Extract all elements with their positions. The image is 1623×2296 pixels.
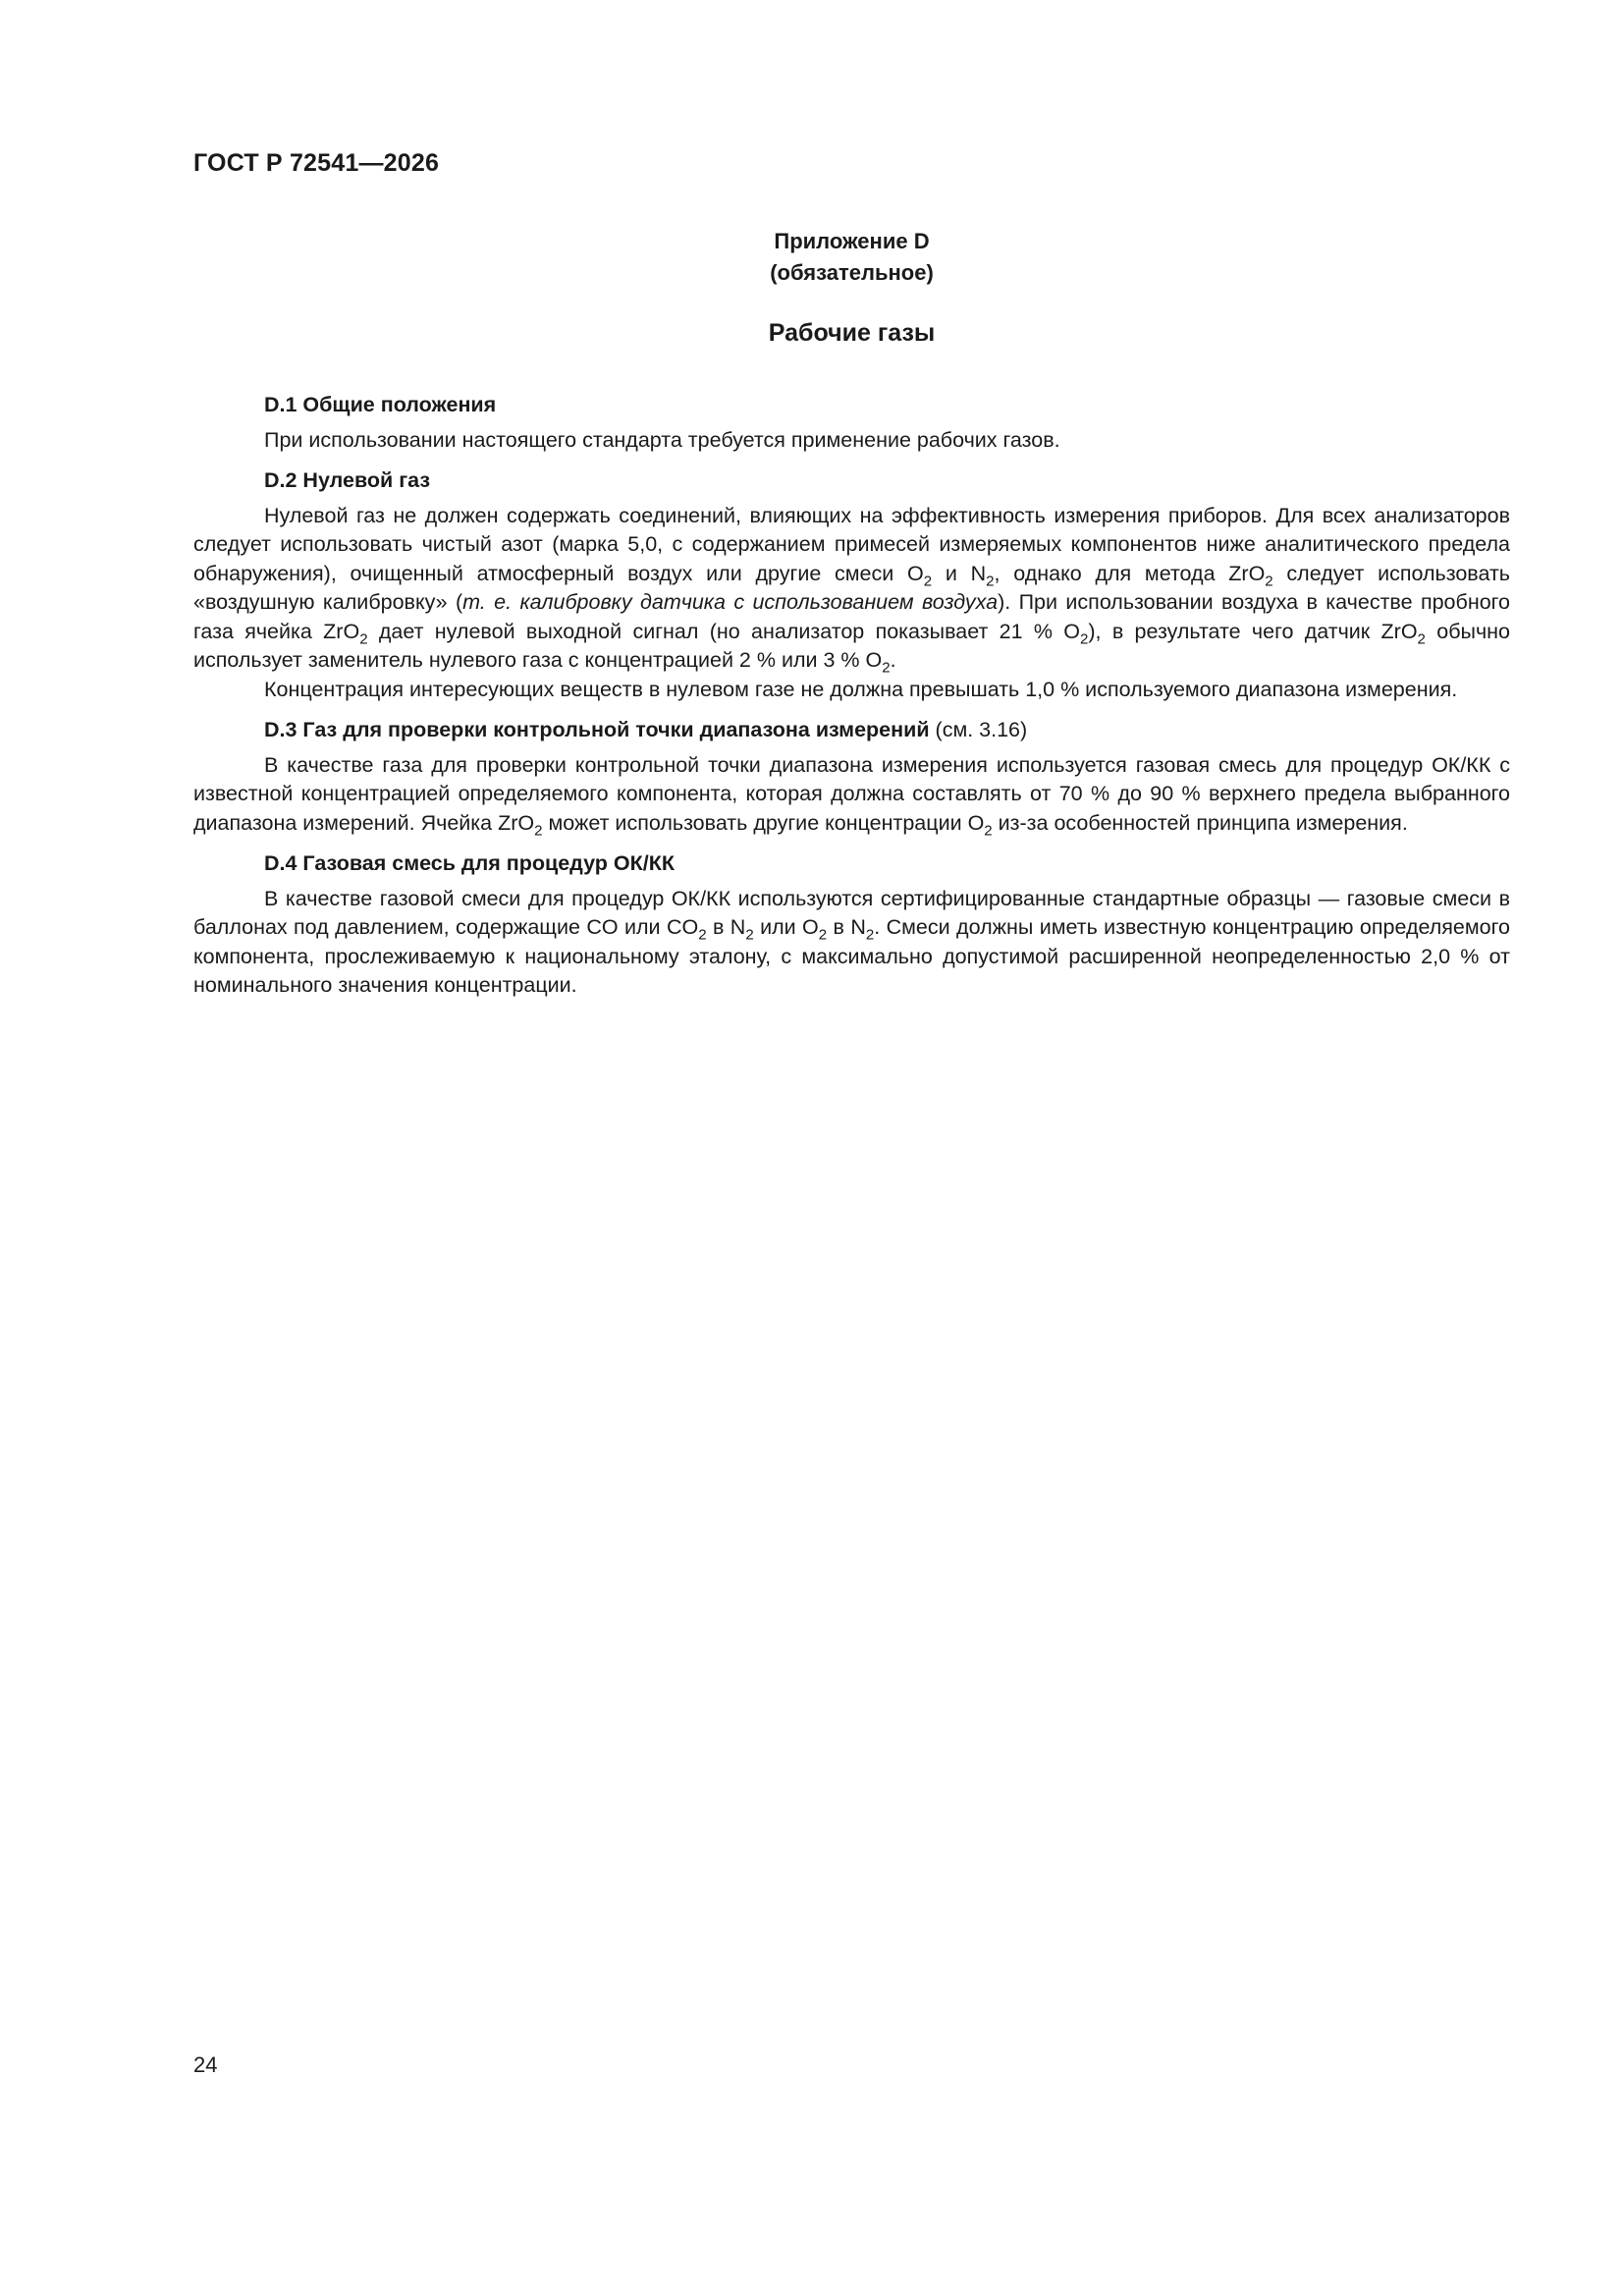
section-d1-paragraph: При использовании настоящего стандарта требуется применение рабочих газов. <box>264 427 1060 452</box>
page-number: 24 <box>193 2052 218 2077</box>
section-heading-d3: D.3 Газ для проверки контрольной точки диапазона измерений (см. 3.16) <box>264 718 1028 741</box>
section-heading-d4: D.4 Газовая смесь для процедур ОК/КК <box>264 851 675 875</box>
italic-note: т. е. калибровку датчика с использованием воздуха <box>462 590 999 614</box>
section-d3-paragraph: В качестве газа для проверки контрольной точки диапазона измерения используется газовая смесь для процедур ОК/КК с известной концентрацией определяемого компонента, которая должна составлять от 70 % до 90 % верхнего предела выбранного диапазона измерений. Ячейка ZrO$_2$ может использовать другие концентрации $O_2$ из-за особенностей принципа измерения. <box>193 752 1510 839</box>
annex-name: Рабочие газы <box>768 319 936 347</box>
section-heading-d2: D.2 Нулевой газ <box>264 468 431 492</box>
document-code-header: ГОСТ Р 72541—2026 <box>193 149 440 177</box>
section-d4-paragraph: В качестве газовой смеси для процедур ОК/КК используются сертифицированные стандартные образцы — газовые смеси в баллонах под давлением, содержащие CO или $CO_2$ в $N_2$ или $O_2$ в $N_2$. Смеси должны иметь известную концентрацию определяемого компонента, прослеживаемую к национальному эталону, с максимально допустимой расширенной неопределенностью 2,0 % от номинального значения концентрации. <box>193 886 1510 997</box>
document-body <box>193 391 1510 1001</box>
section-d2-paragraph-2: Концентрация интересующих веществ в нулевом газе не должна превышать 1,0 % используемого диапазона измерения. <box>264 677 1458 701</box>
section-d2-paragraph-1: Нулевой газ не должен содержать соединений, влияющих на эффективность измерения приборов. Для всех анализаторов следует использовать чистый азот (марка 5,0, с содержанием примесей измеряемых компонентов ниже аналитического предела обнаружения), очищенный атмосферный воздух или другие смеси $O_2$ и $N_2$, однако для метода ZrO$_2$ следует использовать «воздушную калибровку» (т. е. калибровку датчика с использованием воздуха). При использовании воздуха в качестве пробного газа ячейка ZrO$_2$ дает нулевой выходной сигнал (но анализатор показывает 21 % $O_2$), в результате чего датчик ZrO$_2$ обычно использует заменитель нулевого газа с концентрацией 2 % или 3 % $O_2$. <box>193 503 1510 677</box>
annex-title: Приложение D <box>774 229 930 253</box>
cross-reference: (см. 3.16) <box>929 718 1028 741</box>
section-heading-d1: D.1 Общие положения <box>264 393 497 416</box>
annex-status: (обязательное) <box>770 260 934 285</box>
